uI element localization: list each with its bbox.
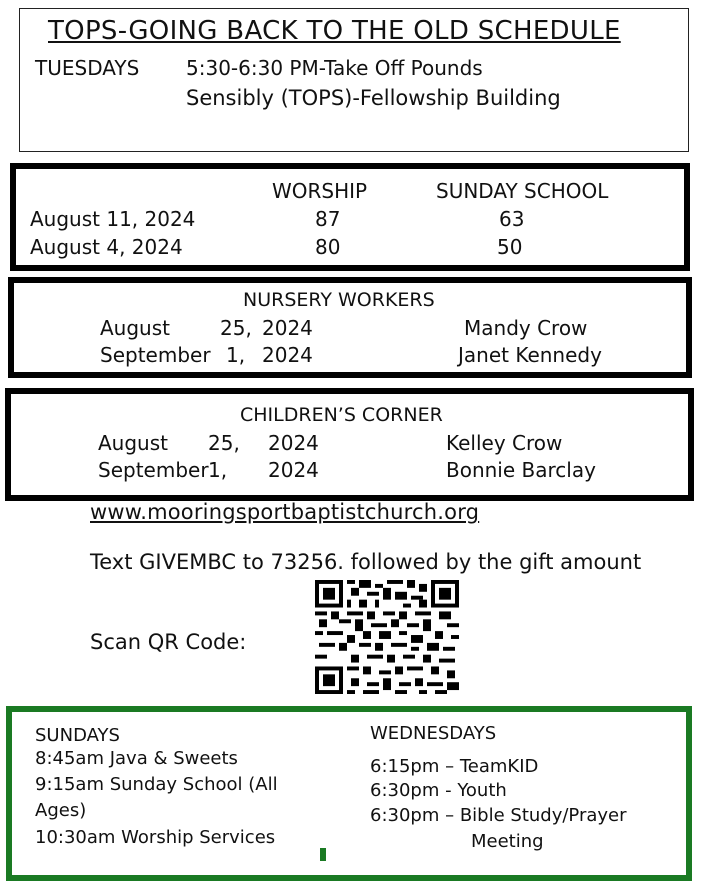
sunday-item: 9:15am Sunday School (All <box>35 774 278 795</box>
tops-title: TOPS-GOING BACK TO THE OLD SCHEDULE <box>48 16 621 46</box>
nursery-title: NURSERY WORKERS <box>243 289 435 311</box>
sunday-school-header: SUNDAY SCHOOL <box>436 179 609 203</box>
childrens-day: 25, <box>208 431 240 455</box>
qr-code-image[interactable] <box>315 580 459 694</box>
qr-code-label: Scan QR Code: <box>90 630 247 654</box>
nursery-day: 1, <box>226 343 246 367</box>
text-to-give-instructions: Text GIVEMBC to 73256. followed by the gift amount <box>90 550 642 574</box>
sunday-item: 8:45am Java & Sweets <box>35 748 238 769</box>
childrens-year: 2024 <box>268 458 319 482</box>
tops-day: TUESDAYS <box>35 56 140 80</box>
nursery-year: 2024 <box>262 343 313 367</box>
wednesdays-title: WEDNESDAYS <box>370 723 497 744</box>
nursery-day: 25, <box>220 316 252 340</box>
nursery-year: 2024 <box>262 316 313 340</box>
wednesday-item: 6:30pm - Youth <box>370 780 507 801</box>
sunday-school-count: 63 <box>499 207 525 231</box>
nursery-month: August <box>100 316 170 340</box>
childrens-day: 1, <box>208 458 228 482</box>
qr-finder-bottom-left <box>315 666 343 694</box>
childrens-year: 2024 <box>268 431 319 455</box>
wednesday-item: Meeting <box>471 831 544 852</box>
wednesday-item: 6:15pm – TeamKID <box>370 756 539 777</box>
wednesday-item: 6:30pm – Bible Study/Prayer <box>370 805 627 826</box>
nursery-worker-name: Janet Kennedy <box>458 343 602 367</box>
childrens-volunteer-name: Kelley Crow <box>446 431 563 455</box>
church-website-link[interactable]: www.mooringsportbaptistchurch.org <box>90 500 480 524</box>
nursery-month: September <box>100 343 211 367</box>
worship-count: 80 <box>315 235 341 259</box>
tops-detail-line2: Sensibly (TOPS)-Fellowship Building <box>186 86 561 110</box>
nursery-worker-name: Mandy Crow <box>464 316 588 340</box>
decorative-green-mark <box>320 848 326 861</box>
worship-count: 87 <box>315 207 341 231</box>
childrens-volunteer-name: Bonnie Barclay <box>446 458 596 482</box>
tops-detail-line1: 5:30-6:30 PM-Take Off Pounds <box>186 56 483 80</box>
attendance-date: August 4, 2024 <box>30 235 183 259</box>
sunday-item: Ages) <box>35 800 87 821</box>
worship-header: WORSHIP <box>272 179 368 203</box>
sunday-school-count: 50 <box>497 235 523 259</box>
childrens-month: September <box>98 458 209 482</box>
sunday-item: 10:30am Worship Services <box>35 827 276 848</box>
qr-finder-top-left <box>315 580 343 608</box>
sundays-title: SUNDAYS <box>35 725 120 746</box>
attendance-date: August 11, 2024 <box>30 207 196 231</box>
childrens-corner-title: CHILDREN’S CORNER <box>240 404 443 426</box>
qr-finder-top-right <box>431 580 459 608</box>
childrens-month: August <box>98 431 168 455</box>
